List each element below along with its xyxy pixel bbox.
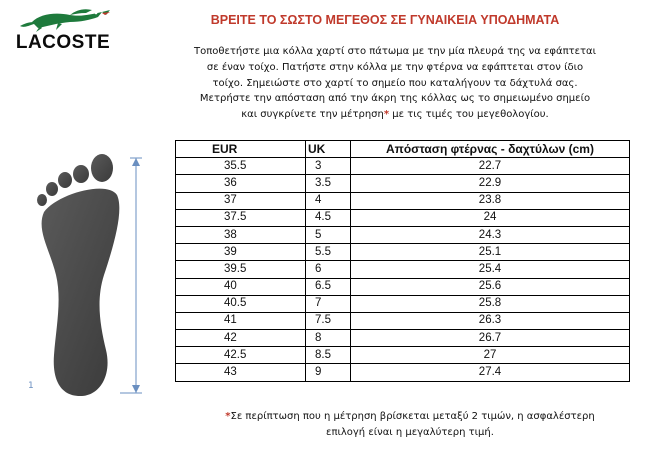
eur-cell: 37 bbox=[176, 192, 306, 209]
length-cell: 25.6 bbox=[351, 278, 630, 295]
table-row bbox=[176, 158, 630, 175]
length-cell: 25.4 bbox=[351, 261, 630, 278]
instruction-line: τοίχο. Σημειώστε στο χαρτί το σημείο που καταλήγουν τα δάχτυλά σας. bbox=[212, 77, 578, 89]
table-row bbox=[176, 244, 630, 261]
table-row bbox=[176, 261, 630, 278]
foot-diagram bbox=[22, 150, 162, 400]
footnote-line bbox=[185, 409, 635, 425]
footnote bbox=[185, 409, 635, 440]
length-cell: 26.3 bbox=[351, 312, 630, 329]
asterisk-mark: * bbox=[225, 411, 231, 422]
eur-cell: 42.5 bbox=[176, 347, 306, 364]
uk-cell: 7 bbox=[306, 295, 351, 312]
table-row bbox=[176, 175, 630, 192]
instruction-line: Μετρήστε την απόσταση από την άκρη της κόλλας ως το σημειωμένο σημείο bbox=[199, 93, 591, 105]
uk-cell: 6.5 bbox=[306, 278, 351, 295]
eur-cell: 38 bbox=[176, 226, 306, 243]
length-cell: 22.9 bbox=[351, 175, 630, 192]
eur-cell: 36 bbox=[176, 175, 306, 192]
uk-cell: 4.5 bbox=[306, 209, 351, 226]
length-cell: 26.7 bbox=[351, 330, 630, 347]
eur-cell: 39.5 bbox=[176, 261, 306, 278]
table-row bbox=[176, 192, 630, 209]
length-cell: 27 bbox=[351, 347, 630, 364]
scale-number: 1 bbox=[28, 381, 34, 391]
footnote-line: επιλογή είναι η μεγαλύτερη τιμή. bbox=[326, 426, 494, 438]
uk-cell: 3 bbox=[306, 158, 351, 175]
length-cell: 24.3 bbox=[351, 226, 630, 243]
header-eur: EUR bbox=[176, 141, 306, 158]
instruction-line bbox=[165, 107, 625, 123]
length-cell: 22.7 bbox=[351, 158, 630, 175]
uk-cell: 4 bbox=[306, 192, 351, 209]
footnote-text: Σε περίπτωση που η μέτρηση βρίσκεται μεταξύ 2 τιμών, η ασφαλέστερη bbox=[230, 411, 595, 422]
eur-cell: 43 bbox=[176, 364, 306, 381]
table-row bbox=[176, 278, 630, 295]
uk-cell: 7.5 bbox=[306, 312, 351, 329]
length-cell: 25.8 bbox=[351, 295, 630, 312]
length-cell: 25.1 bbox=[351, 244, 630, 261]
header-uk: UK bbox=[306, 141, 351, 158]
instruction-text: και συγκρίνετε την μέτρηση bbox=[241, 109, 384, 121]
uk-cell: 5.5 bbox=[306, 244, 351, 261]
table-header-row bbox=[176, 141, 630, 158]
instruction-line: σε έναν τοίχο. Πατήστε στην κόλλα με την φτέρνα να εφάπτεται στον ίδιο bbox=[206, 61, 584, 73]
asterisk-mark: * bbox=[383, 109, 390, 121]
uk-cell: 3.5 bbox=[306, 175, 351, 192]
instructions bbox=[165, 44, 625, 123]
table-row bbox=[176, 209, 630, 226]
brand-name: LACOSTE bbox=[15, 32, 111, 53]
uk-cell: 6 bbox=[306, 261, 351, 278]
uk-cell: 5 bbox=[306, 226, 351, 243]
uk-cell: 9 bbox=[306, 364, 351, 381]
uk-cell: 8.5 bbox=[306, 347, 351, 364]
eur-cell: 37.5 bbox=[176, 209, 306, 226]
table-row bbox=[176, 347, 630, 364]
length-cell: 24 bbox=[351, 209, 630, 226]
foot-silhouette-icon bbox=[22, 150, 162, 400]
table-row bbox=[176, 295, 630, 312]
table-row bbox=[176, 364, 630, 381]
uk-cell: 8 bbox=[306, 330, 351, 347]
table-row bbox=[176, 312, 630, 329]
length-cell: 27.4 bbox=[351, 364, 630, 381]
table-row bbox=[176, 226, 630, 243]
header-length: Απόσταση φτέρνας - δαχτύλων (cm) bbox=[351, 141, 630, 158]
eur-cell: 40.5 bbox=[176, 295, 306, 312]
table-row bbox=[176, 330, 630, 347]
eur-cell: 35.5 bbox=[176, 158, 306, 175]
size-chart-table bbox=[175, 140, 630, 382]
eur-cell: 42 bbox=[176, 330, 306, 347]
page-title: ΒΡΕΙΤΕ ΤΟ ΣΩΣΤΟ ΜΕΓΕΘΟΣ ΣΕ ΓΥΝΑΙΚΕΙΑ ΥΠΟΔΗΜΑΤΑ bbox=[210, 13, 560, 27]
instruction-text: με τις τιμές του μεγεθολογίου. bbox=[389, 109, 549, 121]
eur-cell: 39 bbox=[176, 244, 306, 261]
eur-cell: 41 bbox=[176, 312, 306, 329]
length-cell: 23.8 bbox=[351, 192, 630, 209]
eur-cell: 40 bbox=[176, 278, 306, 295]
instruction-line: Τοποθετήστε μια κόλλα χαρτί στο πάτωμα με την μία πλευρά της να εφάπτεται bbox=[193, 46, 597, 57]
